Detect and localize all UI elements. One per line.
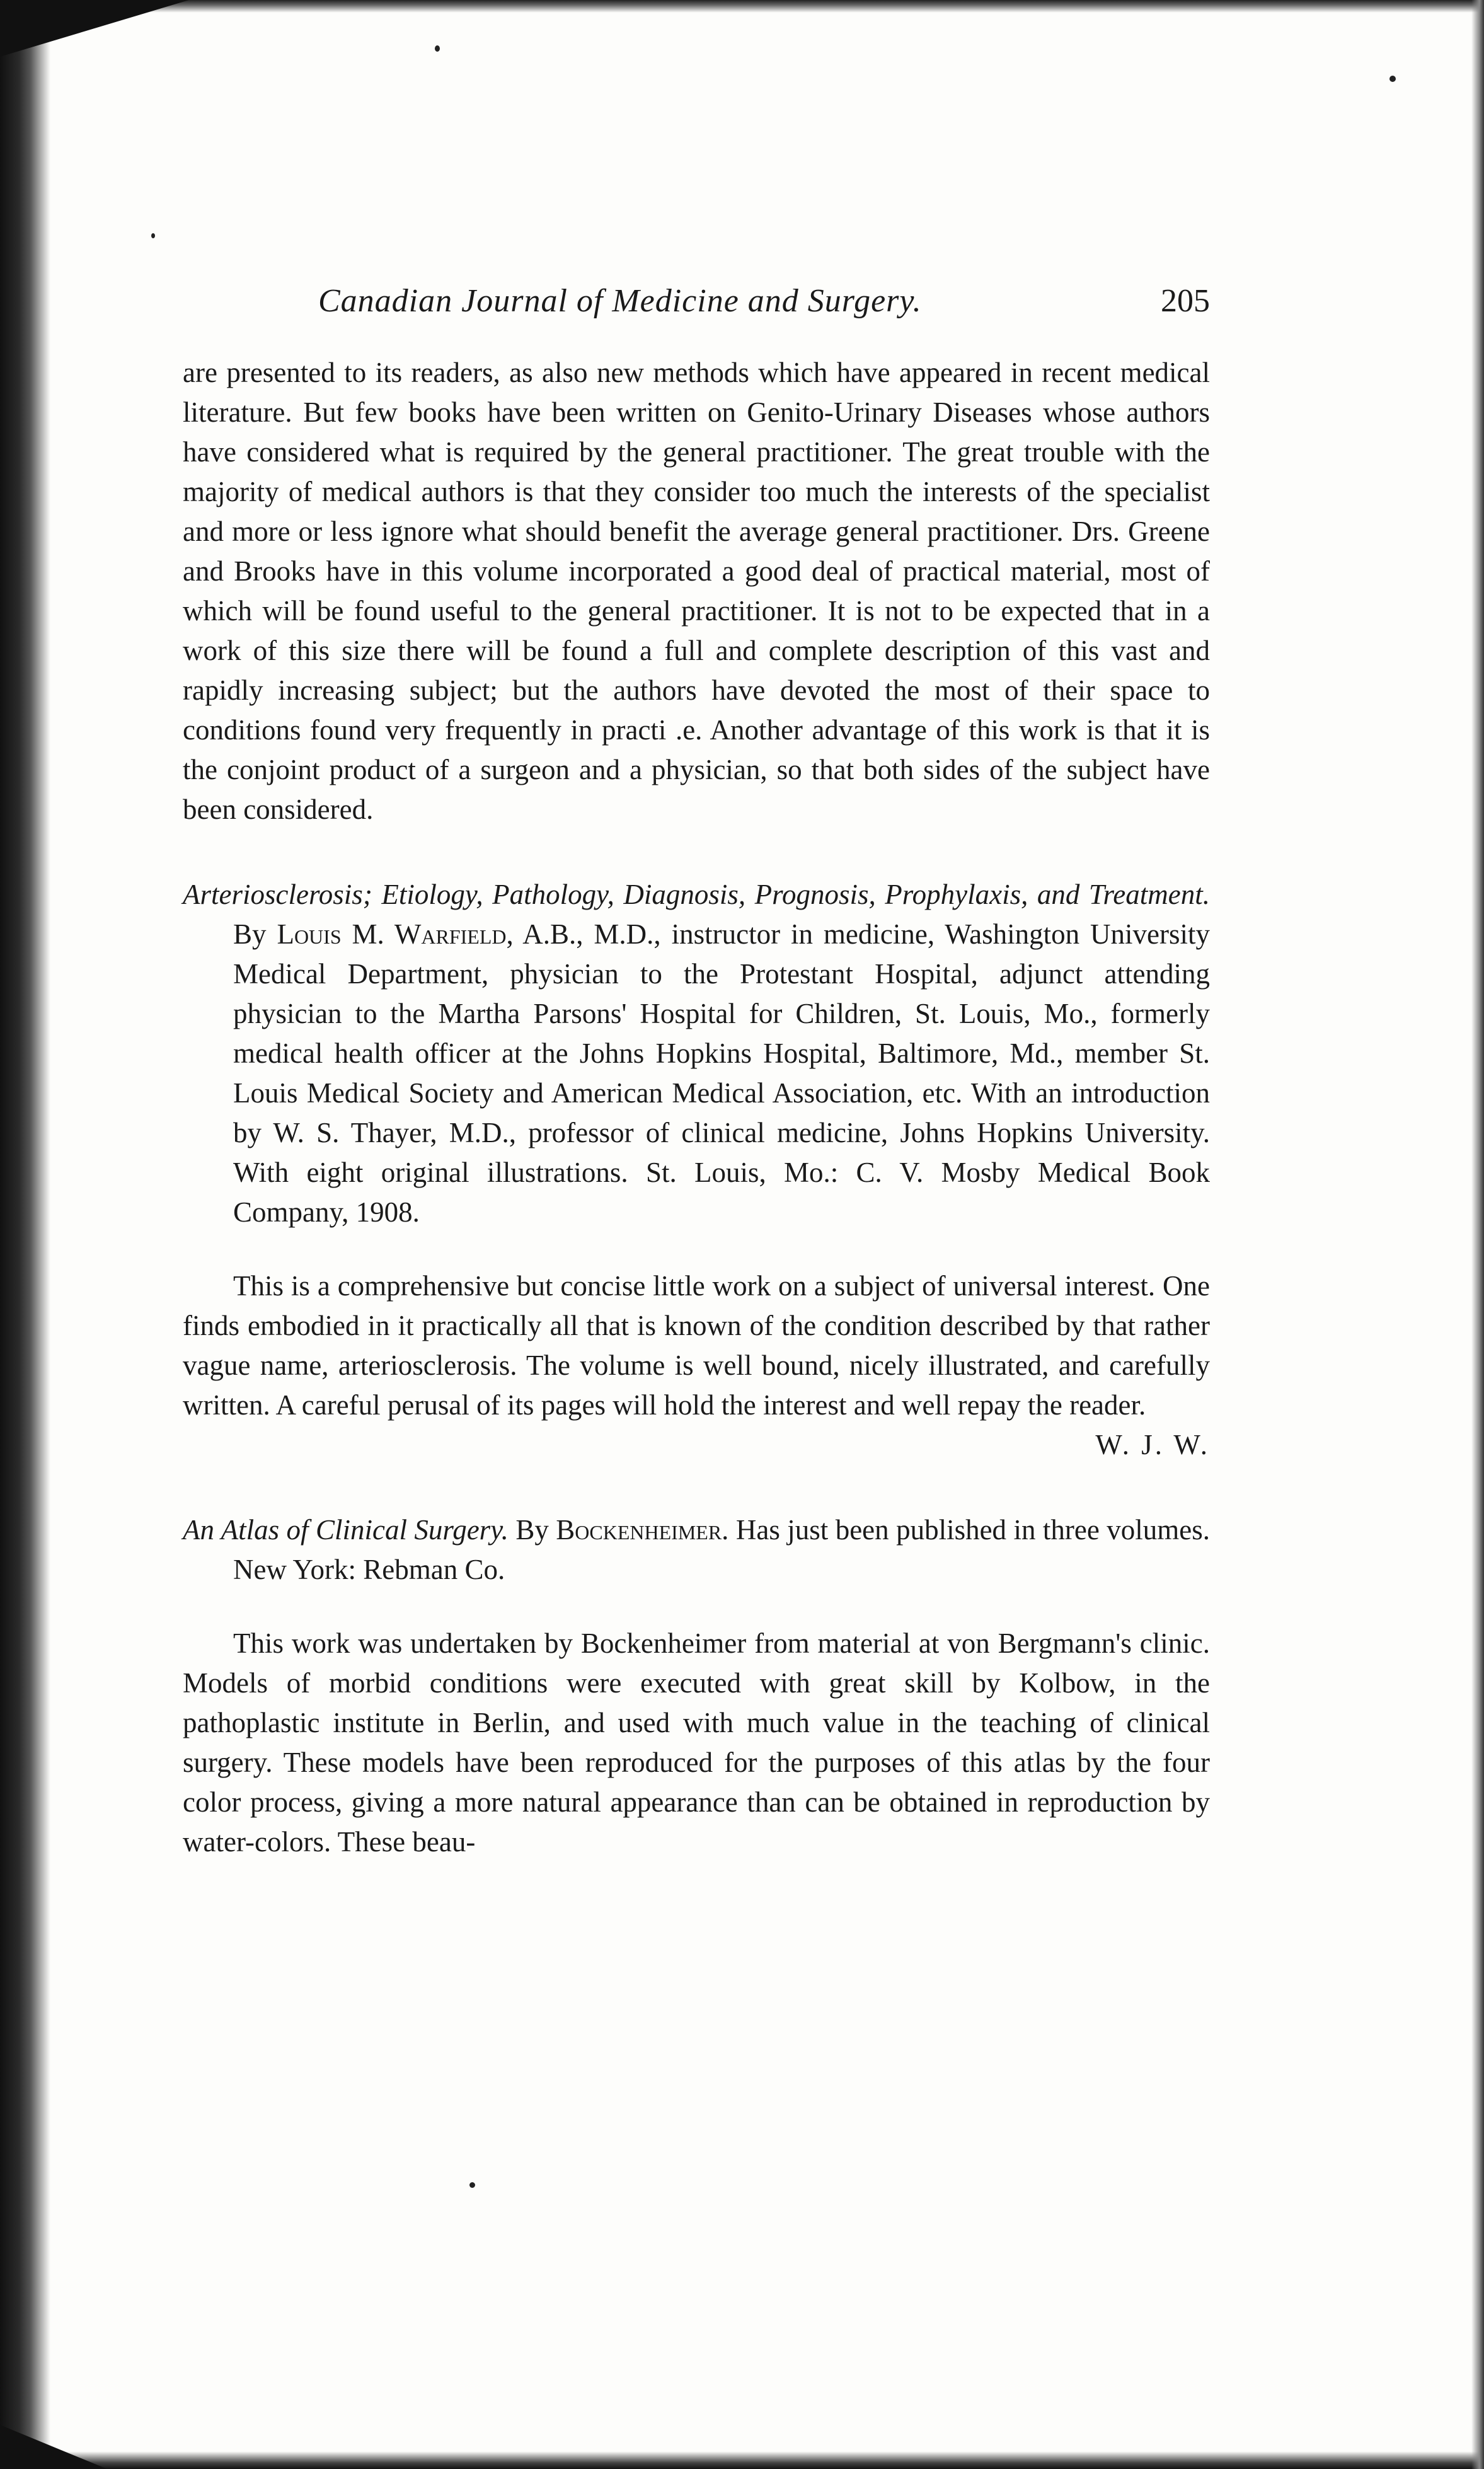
review-text: This is a comprehensive but concise little work on a subject of universal interest. One finds embodied in it practically all that is known of the condition described by that rather vague name, arteriosclerosis. The volume is well bound, nicely illustrated, and carefully written. A careful perusal of its pages will hold the interest and well repay the reader. <box>183 1270 1210 1421</box>
page-number: 205 <box>1161 283 1210 319</box>
book-details: A.B., M.D., instructor in medicine, Washington University Medical Department, physician to the Protestant Hospital, adjunct attending physician to the Martha Parsons' Hospital for Children, St. Louis, Mo., formerly medical health officer at the Johns Hopkins Hospital, Baltimore, Md., member St. Louis Medical Society and American Medical Association, etc. With an introduction by W. S. Thayer, M.D., professor of clinical medicine, Johns Hopkins University. With eight original illustrations. St. Louis, Mo.: C. V. Mosby Medical Book Company, 1908. <box>233 918 1210 1228</box>
book-title: Arteriosclerosis; Etiology, Pathology, Diagnosis, Prognosis, Prophylaxis, and Treatment. <box>183 879 1210 910</box>
page-edge-right <box>1471 0 1484 2469</box>
book-author: Bockenheimer. <box>556 1514 729 1546</box>
book-entry-arteriosclerosis <box>183 875 1210 1232</box>
page-edge-bottom <box>0 2451 1484 2469</box>
scan-speck <box>469 2182 475 2188</box>
scan-speck <box>435 45 440 52</box>
scan-speck <box>151 233 155 238</box>
book-entry-atlas <box>183 1510 1210 1590</box>
review-paragraph <box>183 1624 1210 1862</box>
book-details: Has just been published in three volumes. New York: Rebman Co. <box>233 1514 1210 1585</box>
continued-paragraph: are presented to its readers, as also new methods which have appeared in recent medical literature. But few books have been written on Genito-Urinary Diseases whose authors have considered what is required by the general practitioner. The great trouble with the majority of medical authors is that they consider too much the interests of the specialist and more or less ignore what should benefit the average general practitioner. Drs. Greene and Brooks have in this volume incorporated a good deal of practical material, most of which will be found useful to the general practitioner. It is not to be expected that in a work of this size there will be found a full and complete description of this vast and rapidly increasing subject; but the authors have devoted the most of their space to conditions found very frequently in practi .e. Another advantage of this work is that it is the conjoint product of a surgeon and a physician, so that both sides of the subject have been considered. <box>183 357 1210 825</box>
review-paragraph <box>183 1266 1210 1460</box>
page-body <box>183 353 1210 1862</box>
book-by: By <box>515 1514 549 1546</box>
page-edge-top <box>0 0 1484 13</box>
running-header <box>183 282 1210 333</box>
running-title: Canadian Journal of Medicine and Surgery. <box>318 283 922 319</box>
book-by: By <box>233 918 267 950</box>
page-corner-bottom-left <box>0 2425 107 2469</box>
book-title: An Atlas of Clinical Surgery. <box>183 1514 509 1546</box>
book-author: Louis M. Warfield, <box>277 918 514 950</box>
review-text: This work was undertaken by Bockenheimer from material at von Bergmann's clinic. Models of morbid conditions were executed with great skill by Kolbow, in the pathoplastic institute in Berlin, and used with much value in the teaching of clinical surgery. These models have been reproduced for the purposes of this atlas by the four color process, giving a more natural appearance than can be obtained in reproduction by water-colors. These beau- <box>183 1628 1210 1858</box>
reviewer-initials: W. J. W. <box>1095 1429 1210 1460</box>
page-edge-left <box>0 0 50 2469</box>
page-corner-top-left <box>0 0 189 57</box>
scan-speck <box>1389 76 1396 82</box>
